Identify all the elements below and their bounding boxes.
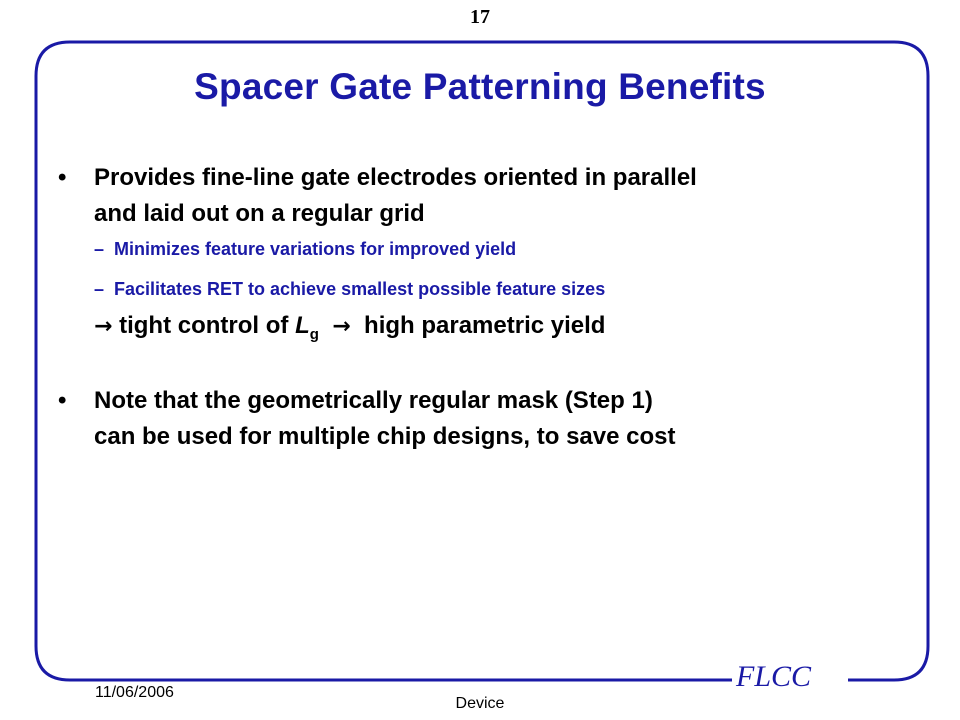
- arrow-right-icon: →: [332, 314, 351, 339]
- bullet-2-line-2: can be used for multiple chip designs, to save cost: [94, 423, 676, 450]
- slide-title: Spacer Gate Patterning Benefits: [194, 66, 766, 107]
- bullet-dot: •: [58, 387, 67, 414]
- footer-center-label: Device: [455, 695, 505, 712]
- result-part-1: tight control of: [119, 312, 289, 339]
- sub-dash: –: [94, 239, 105, 259]
- slide-content: [58, 160, 918, 455]
- flcc-logo: FLCC: [736, 660, 812, 693]
- result-part-2: high parametric yield: [364, 312, 606, 339]
- result-line: [58, 308, 918, 353]
- footer-date: 11/06/2006: [95, 684, 174, 701]
- sub-dash: –: [94, 279, 105, 299]
- bullet-1: [58, 160, 918, 353]
- bullet-2: [58, 383, 918, 455]
- bullet-1-text: [58, 160, 918, 232]
- sub-item-1: [58, 238, 918, 260]
- bullet-dot: •: [58, 164, 67, 191]
- gate-length-subscript: g: [309, 326, 319, 343]
- bullet-1-line-2: and laid out on a regular grid: [94, 200, 425, 227]
- bullet-2-line-1: Note that the geometrically regular mask (Step 1): [94, 387, 653, 414]
- bullet-1-line-1: Provides fine-line gate electrodes oriented in parallel: [94, 164, 697, 191]
- page-number: 17: [470, 6, 490, 28]
- arrow-right-icon: →: [94, 314, 113, 339]
- sub-item-2-text: Facilitates RET to achieve smallest possible feature sizes: [114, 279, 606, 299]
- gate-length-variable: L: [295, 312, 310, 339]
- sub-item-2: [58, 278, 918, 300]
- sub-item-1-text: Minimizes feature variations for improved yield: [114, 239, 517, 259]
